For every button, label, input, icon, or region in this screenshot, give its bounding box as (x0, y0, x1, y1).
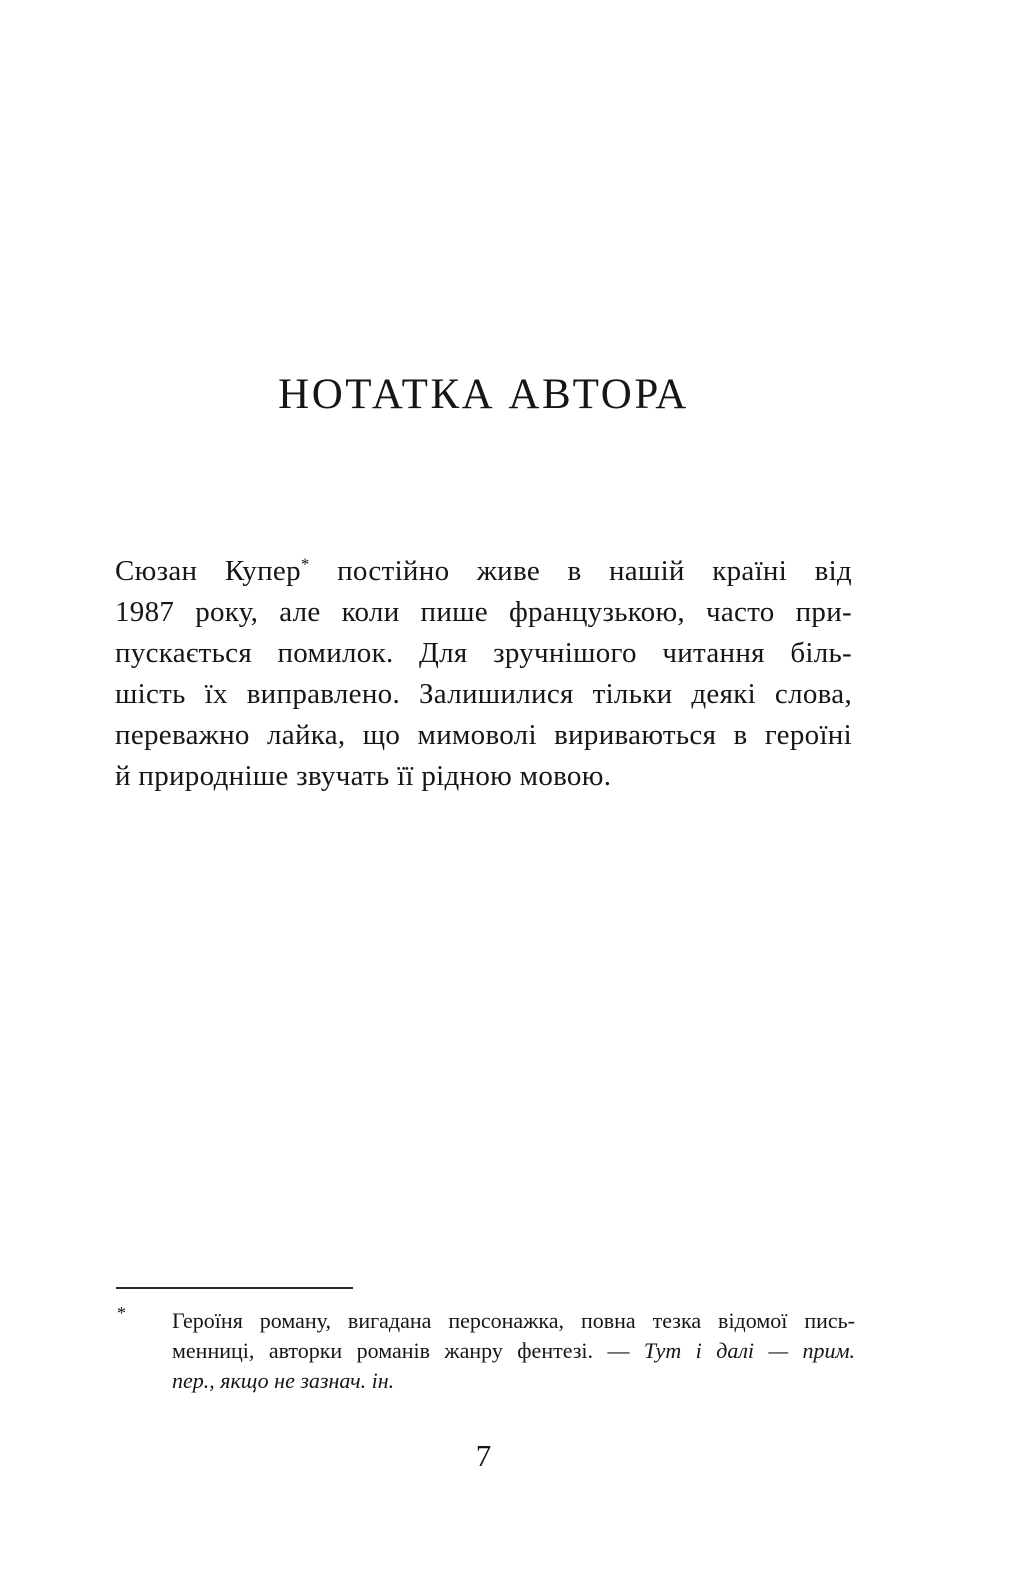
text-line (115, 674, 852, 715)
footnote-marker: * (117, 1303, 126, 1323)
text-segment: Тут і далі — прим. (643, 1338, 855, 1363)
text-line (115, 551, 852, 592)
text-line (115, 592, 852, 633)
text-segment: переважно лайка, що мимоволі вириваються в героїні (115, 719, 852, 751)
text-line (115, 715, 852, 756)
text-segment: Сюзан Купер (115, 555, 301, 587)
text-line (172, 1366, 855, 1396)
footnote-reference: * (300, 554, 310, 574)
footnote (115, 1303, 855, 1396)
text-line (172, 1336, 855, 1366)
text-segment: й природніше звучать її рідною мовою. (115, 760, 612, 792)
page-title: НОТАТКА АВТОРА (278, 371, 689, 418)
footnote-divider (116, 1287, 353, 1289)
text-segment: шість їх виправлено. Залишилися тільки деякі слова, (115, 678, 852, 710)
text-segment: пер., якщо не зазнач. ін. (172, 1368, 395, 1393)
text-segment: менниці, авторки романів жанру фентезі. — (172, 1338, 644, 1363)
text-segment: Героїня роману, вигадана персонажка, повна тезка відомої пись- (172, 1308, 855, 1333)
text-segment: пускається помилок. Для зручнішого читання біль- (115, 637, 852, 669)
text-segment: 1987 року, але коли пише французькою, часто при- (115, 596, 852, 628)
text-segment: постійно живе в нашій країні від (309, 555, 852, 587)
footnote-text (172, 1306, 855, 1396)
author-note-paragraph (115, 551, 852, 797)
text-line (172, 1306, 855, 1336)
text-line (115, 633, 852, 674)
text-line (115, 756, 852, 797)
page-number: 7 (475, 1438, 492, 1473)
